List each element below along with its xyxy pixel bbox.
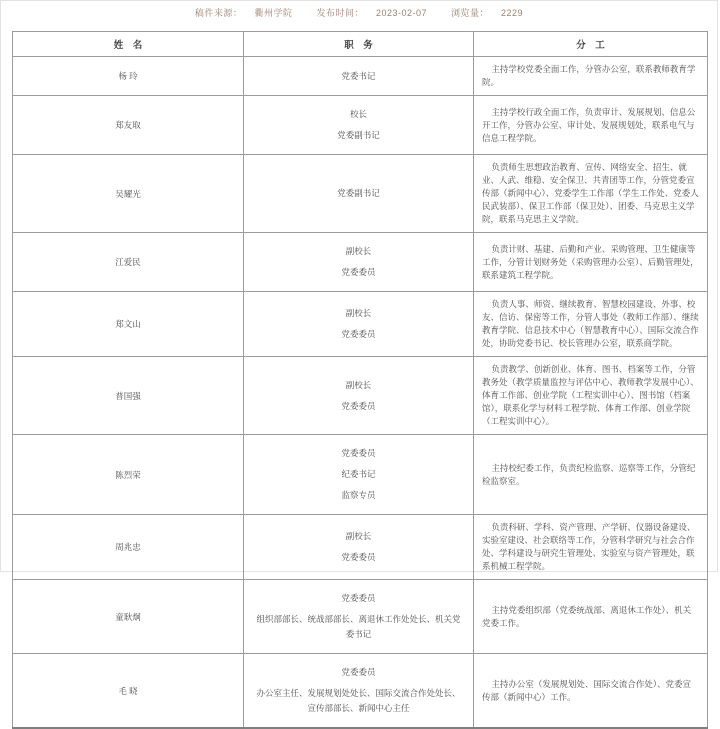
- header-cell-name: 姓 名: [13, 32, 244, 57]
- name-cell: 童耿炯: [13, 580, 244, 654]
- name-cell: 毛 晓: [13, 654, 244, 729]
- position-line: 党委委员: [341, 267, 376, 277]
- header-cell-duty: 分 工: [474, 32, 708, 57]
- leadership-duties-table: [12, 31, 708, 729]
- position-line: 党委委员: [341, 593, 376, 603]
- name-cell: 江爱民: [13, 233, 244, 292]
- position-cell: [244, 580, 474, 654]
- meta-source-value: 衢州学院: [254, 8, 293, 18]
- name-cell: 周兆忠: [13, 515, 244, 580]
- position-line: 党委委员: [341, 400, 376, 411]
- meta-views-label: 浏览量：: [451, 8, 490, 18]
- table-header: [13, 32, 708, 57]
- meta-views-value: 2229: [501, 8, 524, 18]
- position-line: 监察专员: [341, 490, 376, 500]
- position-line: 党委委员: [341, 448, 376, 458]
- position-cell: [244, 292, 474, 357]
- table-row: [13, 96, 708, 155]
- position-cell: [244, 57, 474, 96]
- meta-views: [445, 8, 529, 18]
- position-cell: [244, 654, 474, 729]
- table-header-row: [13, 32, 708, 57]
- position-line: 副校长: [345, 308, 372, 318]
- position-line: 党委委员: [341, 667, 376, 677]
- position-line: 党委委员: [341, 329, 376, 339]
- position-cell: [244, 515, 474, 580]
- name-cell: 吴耀光: [13, 155, 244, 233]
- position-cell: [244, 357, 474, 435]
- duty-cell: 主持办公室（发展规划处、国际交流合作处）、党委宣传部（新闻中心）工作。: [474, 654, 708, 729]
- name-cell: 普国强: [13, 357, 244, 435]
- position-line: 党委委员: [341, 552, 376, 562]
- position-line: 副校长: [345, 531, 372, 541]
- article-meta-line: [1, 6, 717, 19]
- table-row: [13, 155, 708, 233]
- table-row: [13, 57, 708, 96]
- meta-publish: [310, 8, 433, 18]
- meta-publish-value: 2023-02-07: [375, 8, 428, 18]
- position-cell: [244, 233, 474, 292]
- table-row: [13, 292, 708, 357]
- duty-cell: 主持党委组织部（党委统战部、离退休工作处）、机关党委工作。: [474, 580, 708, 654]
- position-line: 办公室主任、发展规划处处长、国际交流合作处处长、宣传部部长、新闻中心主任: [256, 688, 461, 713]
- table-row: [13, 233, 708, 292]
- position-line: 副校长: [345, 246, 372, 256]
- header-cell-position: 职 务: [244, 32, 474, 57]
- position-line: 副校长: [345, 379, 372, 390]
- duty-cell: 主持学校行政全面工作，负责审计、发展规划、信息公开工作，分管办公室、审计处、发展规划处，联系电气与信息工程学院。: [474, 96, 708, 155]
- position-line: 纪委书记: [341, 469, 376, 479]
- duty-cell: 主持校纪委工作，负责纪检监察、巡察等工作，分管纪检监察室。: [474, 435, 708, 515]
- name-cell: 郑文山: [13, 292, 244, 357]
- duty-cell: 负责教学、创新创业、体育、图书、档案等工作，分管教务处（教学质量监控与评估中心、教师教学发展中心）、体育工作部、创业学院（工程实训中心）、图书馆（档案馆），联系化学与材料工程学院、体育工作部、创业学院（工程实训中心）。: [474, 357, 708, 435]
- meta-source-label: 稿件来源：: [194, 8, 243, 18]
- position-cell: [244, 435, 474, 515]
- position-cell: [244, 96, 474, 155]
- table-row: [13, 654, 708, 729]
- name-cell: 陈烈荣: [13, 435, 244, 515]
- table-row: [13, 435, 708, 515]
- position-line: 党委副书记: [337, 130, 380, 140]
- table-row: [13, 515, 708, 580]
- name-cell: 杨 玲: [13, 57, 244, 96]
- duty-cell: 主持学校党委全面工作，分管办公室，联系教师教育学院。: [474, 57, 708, 96]
- duty-cell: 负责计财、基建、后勤和产业、采购管理、卫生健康等工作，分管计划财务处（采购管理办公室）、后勤管理处，联系建筑工程学院。: [474, 233, 708, 292]
- position-line: 校长: [349, 109, 367, 119]
- duty-cell: 负责科研、学科、资产管理、产学研、仪器设备建设、实验室建设、社会联络等工作，分管科学研究与社会合作处、学科建设与研究生管理处、实验室与资产管理处，联系机械工程学院。: [474, 515, 708, 580]
- table-body: [13, 57, 708, 729]
- position-line: 党委副书记: [337, 188, 380, 198]
- duty-cell: 负责师生思想政治教育、宣传、网络安全、招生、就业、人武、维稳、安全保卫、共青团等工作，分管党委宣传部（新闻中心）、党委学生工作部（学生工作处、党委人民武装部）、保卫工作部（保卫处）、团委、马克思主义学院，联系马克思主义学院。: [474, 155, 708, 233]
- table-row: [13, 357, 708, 435]
- position-line: 组织部部长、统战部部长、离退休工作处处长、机关党委书记: [256, 614, 461, 639]
- position-line: 党委书记: [341, 70, 376, 81]
- meta-publish-label: 发布时间：: [316, 8, 364, 18]
- meta-source: [189, 8, 299, 18]
- name-cell: 郑友取: [13, 96, 244, 155]
- duty-cell: 负责人事、师资、继续教育、智慧校园建设、外事、校友、信访、保密等工作，分管人事处（教师工作部）、继续教育学院、信息技术中心（智慧教育中心）、国际交流合作处，协助党委书记、校长管理办公室，联系商学院。: [474, 292, 708, 357]
- position-cell: [244, 155, 474, 233]
- table-row: [13, 580, 708, 654]
